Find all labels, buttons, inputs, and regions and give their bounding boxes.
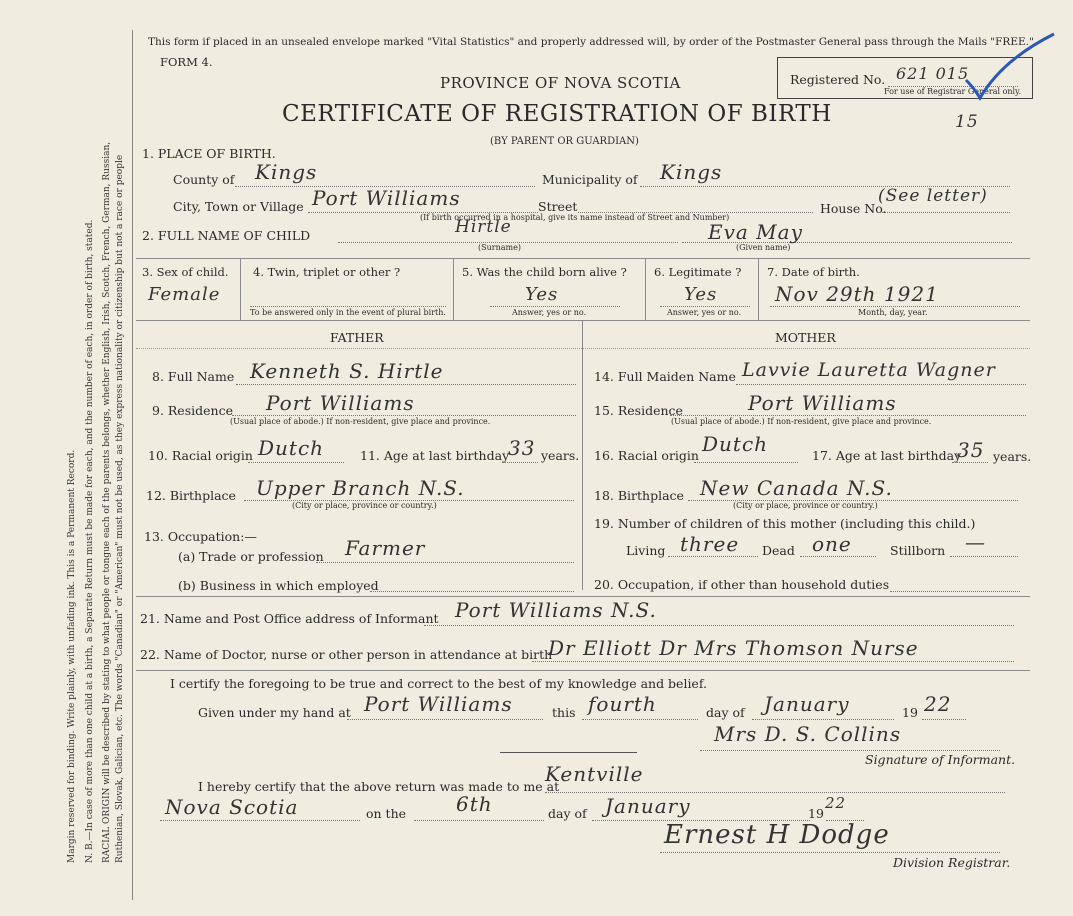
margin-note-line-2: N. B.—In case of more than one child at a birth, a Separate Return must be made for each, and the number of each, in order of birth, stated. [84, 219, 95, 863]
certify-statement: I certify the foregoing to be true and correct to the best of my knowledge and belief. [170, 676, 707, 691]
mother-birthplace-caption: (City or place, province or country.) [733, 501, 878, 510]
registrar-signature: Ernest H Dodge [664, 820, 890, 850]
mother-race-value: Dutch [702, 432, 769, 456]
on-the-value: 6th [456, 792, 493, 816]
legitimate-caption: Answer, yes or no. [667, 308, 742, 317]
house-label: House No. [820, 201, 887, 216]
father-years-label: years. [541, 448, 580, 463]
house-value: (See letter) [878, 186, 988, 206]
mother-residence-label: 15. Residence [594, 403, 683, 418]
margin-note-line-4: Ruthenian, Slovak, Galician, etc. The words "Canadian" or "American" must not be used, as they express nationality or citizenship but not a race or people [114, 154, 125, 863]
city-label: City, Town or Village [173, 199, 304, 214]
mother-occupation-label: 20. Occupation, if other than household duties [594, 577, 890, 592]
father-age-value: 33 [508, 436, 536, 460]
dead-value: one [812, 532, 852, 556]
registrar-year-prefix: 19 [808, 806, 824, 821]
form-left-border [132, 30, 133, 900]
day-of-value: January [764, 692, 850, 716]
birth-date-caption: Month, day, year. [858, 308, 928, 317]
father-age-label: 11. Age at last birthday [360, 448, 510, 463]
signature-rule [500, 752, 637, 753]
stamp-number: 15 [955, 112, 979, 132]
on-the-label: on the [366, 806, 407, 821]
blue-check-stroke [966, 34, 1054, 98]
father-residence-value: Port Williams [266, 391, 415, 415]
registrar-day-of-value: January [605, 794, 691, 818]
informant-label: 21. Name and Post Office address of Informant [140, 611, 439, 626]
surname-caption: (Surname) [478, 243, 521, 252]
day-of-label: day of [706, 705, 745, 720]
living-label: Living [626, 543, 666, 558]
mother-age-value: 35 [957, 438, 985, 462]
father-race-label: 10. Racial origin [148, 448, 253, 463]
living-value: three [680, 532, 740, 556]
informant-value: Port Williams N.S. [455, 598, 657, 622]
given-at-label: Given under my hand at [198, 705, 351, 720]
father-birthplace-value: Upper Branch N.S. [256, 476, 465, 500]
father-birthplace-caption: (City or place, province or country.) [292, 501, 437, 510]
registrar-note: For use of Registrar General only. [884, 87, 1022, 96]
mother-years-label: years. [993, 449, 1032, 464]
mother-name-value: Lavvie Lauretta Wagner [742, 359, 996, 381]
registered-label: Registered No. [790, 72, 886, 87]
year-prefix: 19 [902, 705, 918, 720]
father-business-label: (b) Business in which employed [178, 578, 379, 593]
informant-signature-caption: Signature of Informant. [865, 752, 1016, 767]
mother-residence-value: Port Williams [748, 391, 897, 415]
province-heading: PROVINCE OF NOVA SCOTIA [440, 74, 681, 92]
mother-children-label: 19. Number of children of this mother (including this child.) [594, 516, 976, 531]
registrar-caption: Division Registrar. [893, 855, 1011, 870]
mother-age-label: 17. Age at last birthday [812, 448, 962, 463]
plural-birth-label: 4. Twin, triplet or other ? [253, 265, 401, 279]
plural-birth-caption: To be answered only in the event of plural birth. [250, 308, 446, 317]
check-mark [962, 30, 1062, 105]
sex-label: 3. Sex of child. [142, 265, 229, 279]
child-surname: Hirtle [455, 217, 512, 237]
given-name-caption: (Given name) [736, 243, 791, 252]
child-given-name: Eva May [708, 220, 803, 244]
mother-heading: MOTHER [775, 330, 836, 345]
municipality-value: Kings [660, 160, 723, 184]
mother-name-label: 14. Full Maiden Name [594, 369, 736, 384]
father-occupation-label: 13. Occupation:— [144, 529, 257, 544]
margin-note-line-1: Margin reserved for binding. Write plainly, with unfading ink. This is a Permanent Record. [67, 449, 77, 863]
attendant-value: Dr Elliott Dr Mrs Thomson Nurse [548, 636, 919, 660]
street-label: Street [538, 199, 578, 214]
attendant-label: 22. Name of Doctor, nurse or other person in attendance at birth [140, 647, 553, 662]
this-value: fourth [588, 692, 657, 716]
father-trade-label: (a) Trade or profession [178, 549, 324, 564]
certificate-subtitle: (BY PARENT OR GUARDIAN) [490, 136, 639, 147]
father-abode-caption: (Usual place of abode.) If non-resident, give place and province. [230, 417, 491, 426]
birth-date-value: Nov 29th 1921 [775, 282, 939, 306]
municipality-label: Municipality of [542, 172, 638, 187]
father-trade-value: Farmer [345, 536, 426, 560]
legitimate-label: 6. Legitimate ? [654, 265, 742, 279]
stillborn-value: — [965, 530, 986, 554]
year-value: 22 [924, 692, 952, 716]
return-statement: I hereby certify that the above return was made to me at [198, 779, 560, 794]
margin-note-line-3: RACIAL ORIGIN will be described by stating to what people or tongue each of the parents belongs, whether English, Irish, Scotch, French, German, Russian, [102, 141, 112, 863]
county-label: County of [173, 172, 235, 187]
city-value: Port Williams [312, 186, 461, 210]
sex-value: Female [148, 284, 221, 305]
father-residence-label: 9. Residence [152, 403, 233, 418]
registrar-year-value: 22 [825, 794, 847, 812]
stillborn-label: Stillborn [890, 543, 946, 558]
father-race-value: Dutch [258, 436, 325, 460]
form-number: FORM 4. [160, 55, 213, 69]
father-name-label: 8. Full Name [152, 369, 235, 384]
mother-race-label: 16. Racial origin [594, 448, 699, 463]
mail-notice: This form if placed in an unsealed envelope marked "Vital Statistics" and properly addressed will, by order of the Postmaster General pass through the Mails "FREE." [148, 36, 1034, 48]
registered-number: 621 015 [896, 64, 970, 83]
hospital-note: (If birth occurred in a hospital, give its name instead of Street and Number) [420, 213, 730, 222]
registrar-day-of-label: day of [548, 806, 587, 821]
father-heading: FATHER [330, 330, 384, 345]
informant-signature: Mrs D. S. Collins [714, 722, 902, 746]
legitimate-value: Yes [684, 284, 718, 305]
father-birthplace-label: 12. Birthplace [146, 488, 236, 503]
place-of-birth-label: 1. PLACE OF BIRTH. [142, 146, 276, 161]
father-name-value: Kenneth S. Hirtle [250, 359, 444, 383]
birth-date-label: 7. Date of birth. [767, 265, 860, 279]
county-value: Kings [255, 160, 318, 184]
mother-birthplace-value: New Canada N.S. [700, 476, 893, 500]
child-name-label: 2. FULL NAME OF CHILD [142, 228, 311, 243]
born-alive-caption: Answer, yes or no. [512, 308, 587, 317]
mother-birthplace-label: 18. Birthplace [594, 488, 684, 503]
province-value: Nova Scotia [165, 795, 299, 819]
certificate-title: CERTIFICATE OF REGISTRATION OF BIRTH [282, 101, 832, 127]
return-place-value: Kentville [545, 762, 644, 786]
given-at-value: Port Williams [364, 692, 513, 716]
born-alive-label: 5. Was the child born alive ? [462, 265, 627, 279]
margin-notes [66, 141, 125, 875]
this-label: this [552, 705, 576, 720]
born-alive-value: Yes [525, 284, 559, 305]
mother-abode-caption: (Usual place of abode.) If non-resident, give place and province. [671, 417, 932, 426]
dead-label: Dead [762, 543, 795, 558]
